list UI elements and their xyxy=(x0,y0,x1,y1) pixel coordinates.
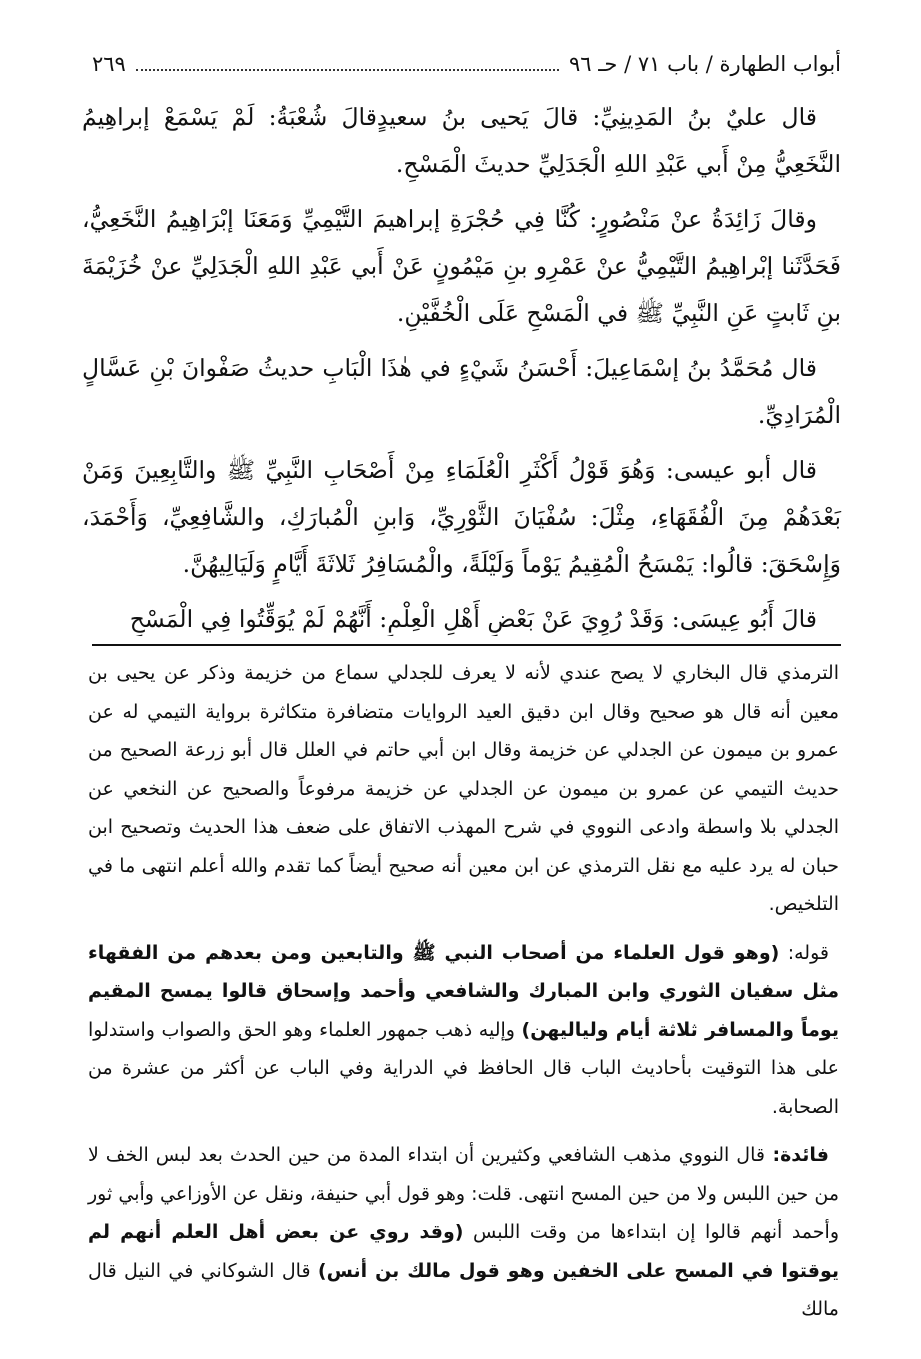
commentary-text-run: وإليه ذهب جمهور العلماء وهو الحق والصواب واستدلوا على هذا التوقيت بأحاديث الباب قال الحافظ في الدراية وفي الباب عن أكثر من عشرة من الصحابة. xyxy=(88,1018,839,1118)
commentary-paragraph: الترمذي قال البخاري لا يصح عندي لأنه لا يعرف للجدلي سماع من خزيمة وذكر عن يحيى بن معين أنه قال هو صحيح وقال ابن دقيق العيد الروايات متضافرة متكاثرة برواية التيمي له عن عمرو بن ميمون عن الجدلي عن خزيمة وقال ابن أبي حاتم في العلل قال أبو زرعة الصحيح من حديث التيمي عن عمرو بن ميمون عن الجدلي عن خزيمة مرفوعاً والصحيح عن النخعي عن الجدلي بلا واسطة وادعى النووي في شرح المهذب الاتفاق على ضعف هذا الحديث وتصحيح ابن حبان له يرد عليه مع نقل الترمذي عن ابن معين أنه صحيح أيضاً كما تقدم والله أعلم انتهى ما في التلخيص. xyxy=(88,662,839,915)
footnote-divider xyxy=(92,644,841,646)
note-label: فائدة: xyxy=(764,1144,829,1166)
main-paragraph: قال أبو عيسى: وَهُوَ قَوْلُ أَكْثَرِ الْعُلَمَاءِ مِنْ أَصْحَابِ النَّبِيِّ ﷺ والتَّابِعِينَ وَمَنْ بَعْدَهُمْ مِنَ الْفُقَهَاءِ، مِثْلَ: سُفْيَانَ الثَّوْرِيِّ، وَابنِ الْمُبارَكِ، والشَّافِعِيِّ، وَأَحْمَدَ، وَإِسْحَقَ: قالُوا: يَمْسَحُ الْمُقِيمُ يَوْماً وَلَيْلَةً، والْمُسَافِرُ ثَلاثَةَ أَيَّامٍ وَلَيَالِيهُنَّ. xyxy=(82,456,841,578)
main-paragraph: قال مُحَمَّدُ بنُ إسْمَاعِيلَ: أَحْسَنُ شَيْءٍ في هٰذَا الْبَابِ حديثُ صَفْوانَ بْنِ عَسَّالٍ الْمُرَادِيِّ. xyxy=(82,354,841,429)
main-paragraph: قال عليٌ بنُ المَدِينِيِّ: قالَ يَحيى بنُ سعيدٍقالَ شُعْبَةُ: لَمْ يَسْمَعْ إبراهِيمُ النَّخَعِيُّ مِنْ أَبي عَبْدِ اللهِ الْجَدَلِيِّ حديثَ الْمَسْحِ. xyxy=(82,103,841,178)
commentary-lead: قوله: xyxy=(779,941,829,964)
quoted-matn: (وقد روي عن بعض أهل العلم أنهم لم يوقتوا في المسح على الخفين وهو قول مالك بن أنس) xyxy=(88,1221,840,1282)
commentary-text-run: قال النووي مذهب الشافعي وكثيرين أن ابتداء المدة من حين الحدث بعد لبس الخف لا من حين اللبس ولا من حين المسح انتهى. قلت: وهو قول أبي حنيفة، ونقل عن الأوزاعي وأبي ثور وأحمد أنهم قالوا إن ابتداءها من وقت اللبس xyxy=(88,1144,839,1243)
commentary-paragraph xyxy=(88,934,839,1127)
commentary-text-run: قال الشوكاني في النيل قال مالك xyxy=(88,1259,839,1320)
commentary-paragraph xyxy=(88,1136,839,1329)
header-dotted-leader xyxy=(136,69,559,71)
page-number: ٢٦٩ xyxy=(92,52,126,76)
main-paragraph: وقالَ زَائِدَةُ عنْ مَنْصُورٍ: كُنَّا فِي حُجْرَةِ إبراهيمَ التَّيْمِيِّ وَمَعَنَا إبْرَاهِيمُ النَّخَعِيُّ، فَحَدَّثَنا إبْراهِيمُ التَّيْمِيُّ عنْ عَمْرِو بنِ مَيْمُونٍ عَنْ أَبي عَبْدِ اللهِ الْجَدَلِيِّ عنْ خُزَيْمَةَ بنِ ثَابتٍ عَنِ النَّبِيِّ ﷺ في الْمَسْحِ عَلَى الْخُفَّيْنِ. xyxy=(82,205,841,327)
main-paragraph: قالَ أَبُو عِيسَى: وَقَدْ رُوِيَ عَنْ بَعْضِ أَهْلِ الْعِلْمِ: أَنَّهُمْ لَمْ يُوَقِّتُوا فِي الْمَسْحِ xyxy=(129,605,817,633)
commentary-text xyxy=(88,654,839,1339)
page-header xyxy=(92,52,841,82)
quoted-matn: (وهو قول العلماء من أصحاب النبي ﷺ والتابعين ومن بعدهم من الفقهاء مثل سفيان الثوري وابن المبارك والشافعي وأحمد وإسحاق قالوا يمسح المقيم يوماً والمسافر ثلاثة أيام ولياليهن) xyxy=(88,941,839,1041)
running-title: أبواب الطهارة / باب ٧١ / حـ ٩٦ xyxy=(569,52,841,76)
hadith-main-text xyxy=(82,94,841,636)
